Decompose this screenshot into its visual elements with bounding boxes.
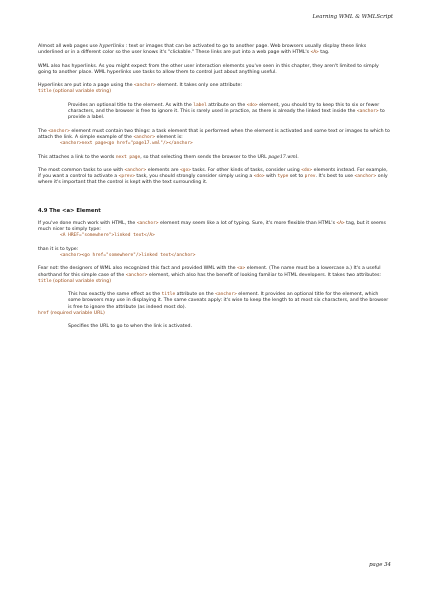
attribute-title-term-a: title (optional variable string): [38, 278, 112, 284]
page-number: page 34: [369, 562, 391, 568]
paragraph-common-tasks: The most common tasks to use with <anchor> elements are <go> tasks. For other kinds of tasks, consider using <do> elements instead. For example, if you want a control to activate a <prev> task, you should strongly consider simply using a <do> with type set to prev. It's best to use <anchor> only where it's important that the control is kept with the text surrounding it.: [38, 167, 388, 186]
section-heading-a-element: 4.9 The <a> Element: [38, 207, 101, 214]
code-example-anchor: <anchor>next page<go href="page17.wml"/></anchor>: [60, 141, 193, 147]
running-header: Learning WML & WMLScript: [312, 14, 393, 20]
attribute-href-term: href (required variable URL): [38, 311, 105, 317]
paragraph-html-anchor: If you've done much work with HTML, the <anchor> element may seem like a lot of typing. Sure, it's more flexible than HTML's <A> tag, but it seems much nicer to simply type:: [38, 220, 386, 233]
attribute-title-description-a: This has exactly the same effect as the title attribute on the <anchor> element. It provides an optional title for the element, which some browsers may use in displaying it. The same caveats apply: it's wise to keep the length to at most six characters, and the browser is free to ignore the attribute (as indeed most do).: [68, 292, 389, 310]
paragraph-anchor-contents: The <anchor> element must contain two things: a task element that is performed when the element is activated and some text or images to which to attach the link. A simple example of the <anchor> element is:: [38, 128, 390, 140]
paragraph-wml-hyperlinks: WML also has hyperlinks. As you might expect from the other user interaction elements you've seen in this chapter, they aren't limited to simply going to another place. WML hyperlinks use tasks to allow them to control just about anything useful.: [38, 63, 379, 75]
paragraph-next-page: This attaches a link to the words next page, so that selecting them sends the browser to the URL page17.wml.: [38, 154, 299, 160]
page-body: [38, 44, 390, 331]
attribute-title-description: Provides an optional title to the element. As with the label attribute on the <do> element, you should try to keep this to six or fewer characters, and the browser is free to ignore it. This is rarely used in practice, as there is already the linked text inside the <anchor> to provide a label.: [68, 102, 385, 121]
paragraph-hyperlinks-intro: Almost all web pages use hyperlinks : text or images that can be activated to go to another page. Web browsers usually display these links underlined or in a different color so the user knows it's "clickable." These links are put into a web page with HTML's <A> tag.: [38, 44, 367, 56]
paragraph-a-element: Fear not: the designers of WML also recognized this fact and provided WML with the <a> element. (The name must be a lowercase a.) It's a useful shorthand for this simple case of the <anchor> element, which also has the benefit of looking familiar to HTML developers. It takes two attributes:: [38, 266, 381, 278]
code-example-html-a: <A HREF="somewhere">linked text</A>: [60, 233, 155, 239]
attribute-title-term: title (optional variable string): [38, 89, 112, 95]
paragraph-than-type: than it is to type:: [38, 246, 79, 252]
paragraph-anchor-intro: Hyperlinks are put into a page using the <anchor> element. It takes only one attribute:: [38, 83, 242, 89]
attribute-href-description: Specifies the URL to go to when the link is activated.: [68, 324, 192, 330]
code-example-anchor-go: <anchor><go href="somewhere"/>linked text</anchor>: [60, 252, 196, 258]
